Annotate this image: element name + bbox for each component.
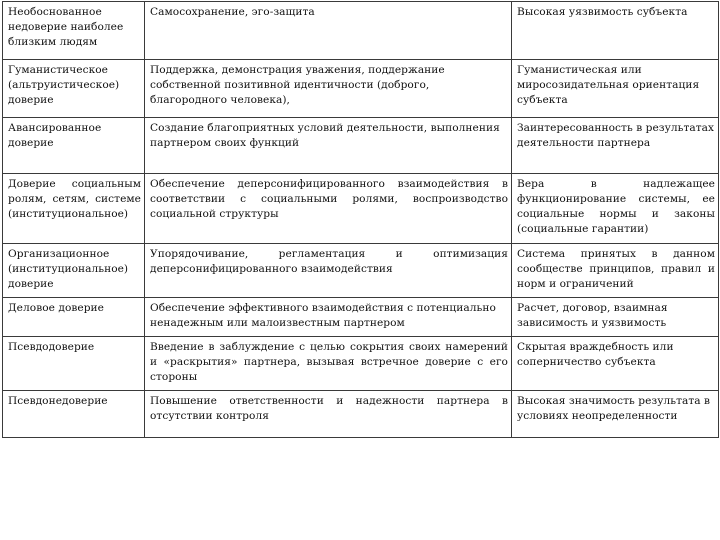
function-cell: Упорядочивание, регламентация и оптимизация деперсонифицированного взаимодействия — [145, 244, 512, 298]
basis-cell: Вера в надлежащее функционирование системы, ее социальные нормы и законы (социальные гарантии) — [512, 174, 719, 244]
trust-type-cell: Авансированное доверие — [3, 118, 145, 174]
table-row — [3, 60, 719, 118]
trust-type-cell: Доверие социальным ролям, сетям, системе (институциональное) — [3, 174, 145, 244]
function-cell: Самосохранение, эго-защита — [145, 2, 512, 60]
trust-type-cell: Гуманистическое (альтруистическое) доверие — [3, 60, 145, 118]
table-row — [3, 244, 719, 298]
function-cell: Введение в заблуждение с целью сокрытия своих намерений и «раскрытия» партнера, вызывая встречное доверие с его стороны — [145, 337, 512, 391]
trust-type-cell: Необоснованное недоверие наиболее близким людям — [3, 2, 145, 60]
table-row — [3, 174, 719, 244]
function-cell: Создание благоприятных условий деятельности, выполнения партнером своих функций — [145, 118, 512, 174]
function-cell: Поддержка, демонстрация уважения, поддержание собственной позитивной идентичности (доброго, благородного человека), — [145, 60, 512, 118]
trust-type-cell: Псевдодоверие — [3, 337, 145, 391]
basis-cell: Высокая уязвимость субъекта — [512, 2, 719, 60]
function-cell: Повышение ответственности и надежности партнера в отсутствии контроля — [145, 391, 512, 438]
basis-cell: Расчет, договор, взаимная зависимость и уязвимость — [512, 298, 719, 337]
document-page — [2, 1, 717, 438]
table-row — [3, 2, 719, 60]
basis-cell: Высокая значимость результата в условиях неопределенности — [512, 391, 719, 438]
basis-cell: Гуманистическая или миросозидательная ориентация субъекта — [512, 60, 719, 118]
table-row — [3, 298, 719, 337]
table-row — [3, 337, 719, 391]
table-row — [3, 391, 719, 438]
trust-type-cell: Организационное (институциональное) доверие — [3, 244, 145, 298]
basis-cell: Скрытая враждебность или соперничество субъекта — [512, 337, 719, 391]
trust-types-table — [2, 1, 719, 438]
basis-cell: Заинтересованность в результатах деятельности партнера — [512, 118, 719, 174]
basis-cell: Система принятых в данном сообществе принципов, правил и норм и ограничений — [512, 244, 719, 298]
table-row — [3, 118, 719, 174]
trust-type-cell: Псевдонедоверие — [3, 391, 145, 438]
function-cell: Обеспечение деперсонифицированного взаимодействия в соответствии с социальными ролями, воспроизводство социальной структуры — [145, 174, 512, 244]
function-cell: Обеспечение эффективного взаимодействия с потенциально ненадежным или малоизвестным партнером — [145, 298, 512, 337]
trust-type-cell: Деловое доверие — [3, 298, 145, 337]
